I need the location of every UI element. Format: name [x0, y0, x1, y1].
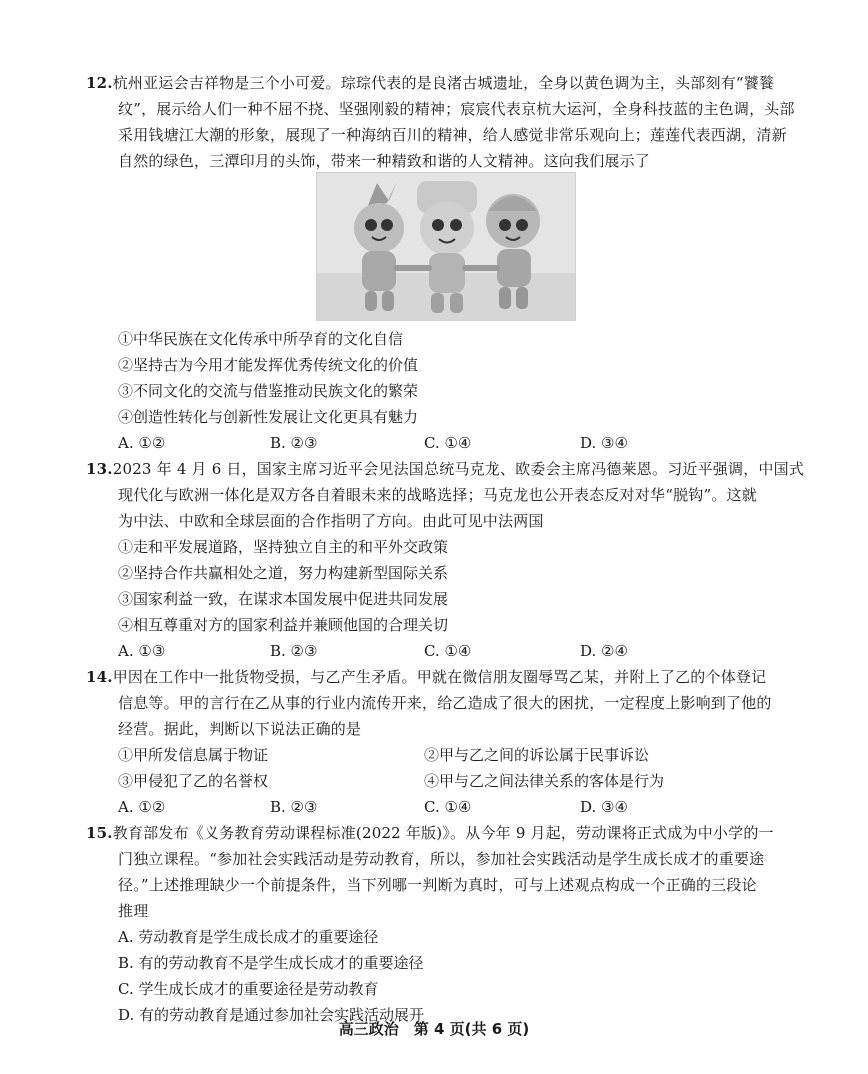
choice-b[interactable]: B. ②③ — [270, 798, 318, 816]
question-14-stem-line: 14.甲因在工作中一批货物受损，与乙产生矛盾。甲就在微信朋友圈辱骂乙某，并附上了乙的个体登记 — [86, 668, 767, 686]
question-13-stem-line: 13.2023 年 4 月 6 日，国家主席习近平会见法国总统马克龙、欧委会主席冯德莱恩。习近平强调，中国式 — [86, 460, 805, 478]
choice-d[interactable]: D. ③④ — [580, 798, 628, 816]
answer-choices — [90, 794, 790, 820]
question-number: 14. — [86, 668, 113, 686]
question-14 — [86, 664, 790, 820]
question-12 — [86, 70, 795, 174]
question-15-stem-line: 推理 — [118, 902, 149, 920]
question-14-stem-line: 信息等。甲的言行在乙从事的行业内流传开来，给乙造成了很大的困扰，一定程度上影响到了他的 — [118, 694, 772, 712]
option-item: ③国家利益一致，在谋求本国发展中促进共同发展 — [118, 590, 449, 608]
question-number: 15. — [86, 824, 113, 842]
option-item: ①走和平发展道路，坚持独立自主的和平外交政策 — [118, 538, 449, 556]
mascot-image — [316, 172, 576, 321]
option-item: ④创造性转化与创新性发展让文化更具有魅力 — [118, 408, 419, 426]
question-number: 13. — [86, 460, 113, 478]
answer-choices — [90, 638, 790, 664]
question-12-options — [90, 326, 790, 456]
option-item: ④相互尊重对方的国家利益并兼顾他国的合理关切 — [118, 616, 449, 634]
question-number: 12. — [86, 74, 113, 92]
option-item: ③不同文化的交流与借鉴推动民族文化的繁荣 — [118, 382, 419, 400]
choice-d[interactable]: D. ②④ — [580, 642, 628, 660]
answer-choices — [90, 430, 790, 456]
choice-c[interactable]: C. ①④ — [424, 434, 472, 452]
page-footer: 高三政治 第 4 页(共 6 页) — [338, 1020, 530, 1038]
choice-d[interactable]: D. ③④ — [580, 434, 628, 452]
question-15-stem-line: 15.教育部发布《义务教育劳动课程标准(2022 年版)》。从今年 9 月起，劳动课将正式成为中小学的一 — [86, 824, 774, 842]
choice-a[interactable]: A. ①② — [118, 798, 166, 816]
question-12-stem-line: 采用钱塘江大潮的形象，展现了一种海纳百川的精神，给人感觉非常乐观向上；莲莲代表西湖，清新 — [118, 126, 787, 144]
question-15-stem-line: 门独立课程。“参加社会实践活动是劳动教育，所以，参加社会实践活动是学生成长成才的重要途 — [118, 850, 765, 868]
option-item: ②甲与乙之间的诉讼属于民事诉讼 — [424, 746, 650, 764]
choice-d[interactable]: D. 有的劳动教育是通过参加社会实践活动展开 — [118, 1006, 425, 1024]
choice-b[interactable]: B. ②③ — [270, 642, 318, 660]
mascot-illustration — [317, 173, 575, 320]
question-12-stem-line: 12.杭州亚运会吉祥物是三个小可爱。琮琮代表的是良渚古城遗址，全身以黄色调为主，头部刻有“饕餮 — [86, 74, 775, 92]
option-item: ②坚持古为今用才能发挥优秀传统文化的价值 — [118, 356, 419, 374]
choice-c[interactable]: C. ①④ — [424, 642, 472, 660]
choice-c[interactable]: C. ①④ — [424, 798, 472, 816]
question-13 — [86, 456, 805, 664]
choice-b[interactable]: B. ②③ — [270, 434, 318, 452]
choice-a[interactable]: A. ①③ — [118, 642, 166, 660]
option-item: ①甲所发信息属于物证 — [118, 746, 269, 764]
choice-b[interactable]: B. 有的劳动教育不是学生成长成才的重要途径 — [118, 954, 424, 972]
option-item: ④甲与乙之间法律关系的客体是行为 — [424, 772, 665, 790]
choice-a[interactable]: A. ①② — [118, 434, 166, 452]
option-row — [90, 768, 790, 794]
option-row — [90, 742, 790, 768]
question-14-stem-line: 经营。据此，判断以下说法正确的是 — [118, 720, 362, 738]
choice-a[interactable]: A. 劳动教育是学生成长成才的重要途径 — [118, 928, 379, 946]
question-13-stem-line: 为中法、中欧和全球层面的合作指明了方向。由此可见中法两国 — [118, 512, 544, 530]
question-15 — [86, 820, 790, 1028]
option-item: ②坚持合作共赢相处之道，努力构建新型国际关系 — [118, 564, 449, 582]
question-12-stem-line: 纹”，展示给人们一种不屈不挠、坚强刚毅的精神；宸宸代表京杭大运河，全身科技蓝的主色调，头部 — [118, 100, 795, 118]
question-13-stem-line: 现代化与欧洲一体化是双方各自着眼未来的战略选择；马克龙也公开表态反对对华“脱钩”。这就 — [118, 486, 757, 504]
question-15-stem-line: 径。”上述推理缺少一个前提条件，当下列哪一判断为真时，可与上述观点构成一个正确的三段论 — [118, 876, 757, 894]
question-12-stem-line: 自然的绿色，三潭印月的头饰，带来一种精致和谐的人文精神。这向我们展示了 — [118, 152, 651, 170]
option-item: ①中华民族在文化传承中所孕育的文化自信 — [118, 330, 404, 348]
option-item: ③甲侵犯了乙的名誉权 — [118, 772, 269, 790]
choice-c[interactable]: C. 学生成长成才的重要途径是劳动教育 — [118, 980, 379, 998]
